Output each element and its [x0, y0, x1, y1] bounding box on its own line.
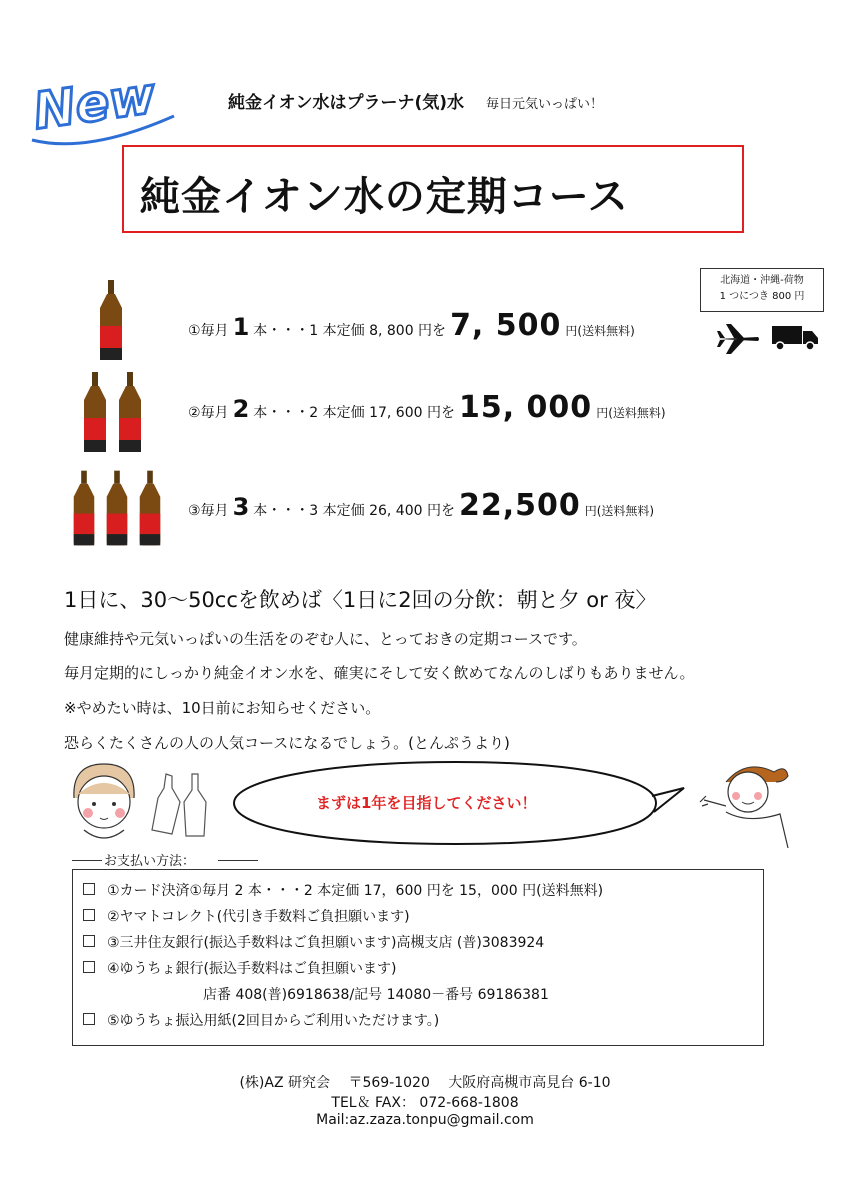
- payment-option-smbc[interactable]: [83, 932, 544, 952]
- payment-option-label: ①カード決済①毎月 2 本・・・2 本定価 17，600 円を 15，000 円(送料無料): [107, 883, 604, 899]
- checkbox[interactable]: [83, 1013, 95, 1025]
- payment-option-yucho-slip[interactable]: [83, 1010, 439, 1030]
- payment-option-label: ②ヤマトコレクト(代引き手数料ご負担願います): [107, 909, 410, 925]
- bottle-group-2: [80, 372, 145, 456]
- checkbox[interactable]: [83, 909, 95, 921]
- title-box: [122, 145, 744, 233]
- plan-price: 22,500: [458, 488, 581, 523]
- shipping-line1: 北海道・沖縄-荷物: [720, 275, 804, 286]
- divider: [218, 860, 258, 861]
- plan-qty: 1: [232, 313, 250, 341]
- tagline: [228, 88, 603, 113]
- plan-qty: 2: [232, 395, 250, 423]
- plan-row-3: [188, 488, 654, 523]
- payment-label: お支払い方法：: [104, 854, 196, 869]
- plan-row-1: [188, 308, 635, 343]
- plan-price: 7, 500: [450, 308, 562, 343]
- payment-option-label: ④ゆうちょ銀行(振込手数料はご負担願います): [107, 961, 397, 977]
- plan-suffix: 円(送料無料): [596, 406, 666, 420]
- checkbox[interactable]: [83, 961, 95, 973]
- payment-option-label: ③三井住友銀行(振込手数料はご負担願います)高槻支店 (普)3083924: [107, 935, 545, 951]
- page-title: 純金イオン水の定期コース: [140, 174, 629, 220]
- bottle-icon: [70, 468, 98, 548]
- bottle-icon: [103, 468, 131, 548]
- shipping-line2: 1 つにつき 800 円: [719, 291, 805, 302]
- new-badge-text: New: [29, 66, 159, 141]
- plan-suffix: 円(送料無料): [584, 504, 655, 518]
- yucho-account-detail: 店番 408(普)6918638/記号 14080－番号 69186381: [203, 987, 549, 1003]
- empty-bottles-illustration: [146, 768, 218, 840]
- checkbox[interactable]: [83, 935, 95, 947]
- speech-bubble-text: まずは1年を目指してください！: [316, 794, 537, 812]
- shipping-note: [700, 268, 824, 312]
- airplane-icon: [716, 322, 760, 356]
- footer-mail[interactable]: Mail:az.zaza.tonpu@gmail.com: [316, 1112, 534, 1128]
- footer-company: (株)AZ 研究会 〒569-1020 大阪府高槻市高見台 6-10: [239, 1075, 611, 1091]
- bottle-group-1: [96, 280, 126, 364]
- bottle-icon: [136, 468, 164, 548]
- plan-row-2: [188, 390, 666, 425]
- payment-option-label: ⑤ゆうちょ振込用紙(2回目からご利用いただけます。): [107, 1013, 440, 1029]
- body-paragraph-2: 毎月定期的にしっかり純金イオン水を、確実にそして安く飲めてなんのしばりもありません。: [64, 664, 695, 682]
- person-right-illustration: [696, 752, 792, 848]
- bottle-icon: [80, 372, 110, 452]
- lead-text: 1日に、30～50ccを飲めば〈1日に2回の分飲：朝と夕 or 夜〉: [64, 588, 657, 612]
- payment-option-yucho[interactable]: [83, 958, 396, 978]
- plan-prefix: ②毎月: [188, 405, 229, 421]
- bottle-group-3: [70, 468, 164, 552]
- plan-suffix: 円(送料無料): [565, 324, 635, 338]
- tagline-main: 純金イオン水はプラーナ(気)水: [228, 93, 465, 113]
- payment-option-card[interactable]: [83, 880, 603, 900]
- plan-prefix: ③毎月: [188, 503, 229, 519]
- body-paragraph-1: 健康維持や元気いっぱいの生活をのぞむ人に、とっておきの定期コースです。: [64, 630, 587, 648]
- payment-option-yamato[interactable]: [83, 906, 410, 926]
- new-badge: [28, 58, 178, 150]
- truck-icon: [770, 322, 820, 352]
- body-paragraph-3: ※やめたい時は、10日前にお知らせください。: [64, 699, 381, 717]
- tagline-small: 毎日元気いっぱい！: [486, 97, 604, 112]
- person-left-illustration: [64, 758, 144, 846]
- divider: [72, 860, 102, 861]
- payment-box: [72, 869, 764, 1046]
- plan-desc: 本・・・1 本定価 8, 800 円を: [253, 323, 447, 339]
- plan-desc: 本・・・2 本定価 17, 600 円を: [253, 405, 455, 421]
- plan-price: 15, 000: [458, 390, 593, 425]
- bottle-icon: [96, 280, 126, 360]
- body-paragraph-4: 恐らくたくさんの人の人気コースになるでしょう。(とんぷうより): [64, 734, 510, 752]
- plan-qty: 3: [232, 493, 250, 521]
- checkbox[interactable]: [83, 883, 95, 895]
- bottle-icon: [115, 372, 145, 452]
- footer-tel: TEL＆ FAX： 072-668-1808: [331, 1095, 519, 1111]
- plan-desc: 本・・・3 本定価 26, 400 円を: [253, 503, 455, 519]
- plan-prefix: ①毎月: [188, 323, 229, 339]
